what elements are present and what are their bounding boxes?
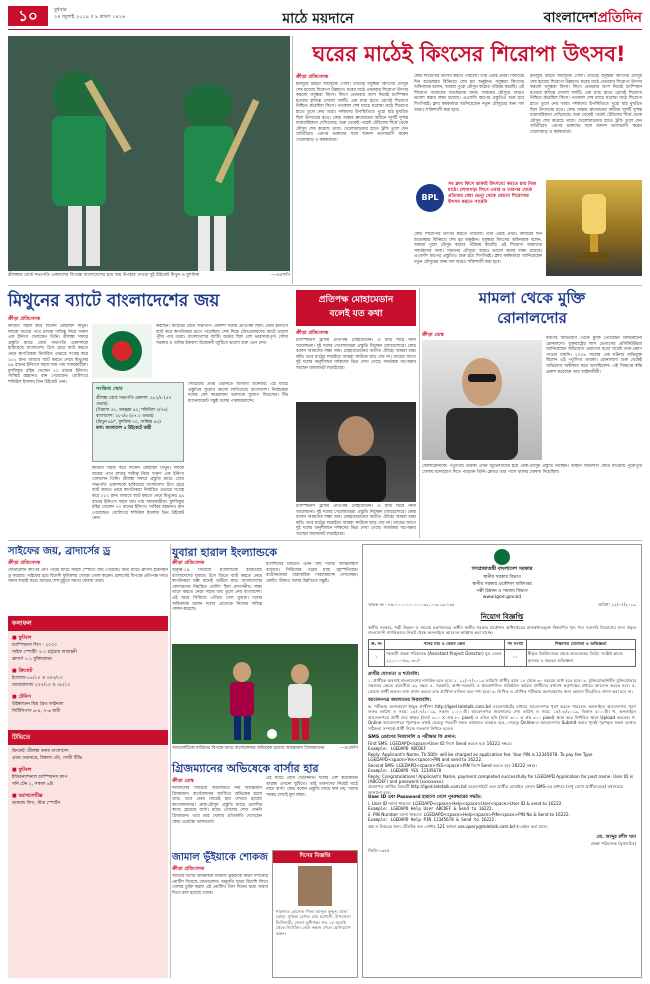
missing-ad-body: শাহাদাত হোসেন। পিতা আব্দুল কুদ্দুস। মাতা মোছা. সুফিয়া বেগম। গ্রাম চরখালী, উপজেলা টংগিবাড়ী, জেলা মুন্সীগঞ্জ। গত ১৫ জুলাই থেকে নিখোঁজ। কেউ সন্ধান পেলে যোগাযোগ করুন। (276, 909, 352, 936)
govt-line-4: পল্লী উন্নয়ন ও সমবায় বিভাগ (476, 589, 528, 594)
notice-memo: স্মারক নং - ৪৬.০০.০০০০.০০০.৩২.০০৩.১৯-১৩৪ (368, 602, 455, 607)
notice-table (368, 639, 636, 667)
notice-footer: প্রশ্ন ও উত্তরের জন্য টেলিটক কল সেন্টার 121 অথবা vas.query@teletalk.com.bd ই-মেইল করা যাবে। (368, 824, 548, 830)
batsman-image (8, 36, 290, 271)
schedule-line: ডায়মন্ড লিগ, স্টার স্পোর্টস (12, 801, 61, 806)
england-body-2: ইংলিশদের মাটিতে এমন জয় দলের আত্মবিশ্বাস বাড়াবে। সিরিজের পরের ম্যাচ বৃহস্পতিবার। ব্যাটসম্যানরা ধারাবাহিক পারফরম্যান্স দেখাচ্ছেন। কোচিং স্টাফও দলের উন্নতিতে সন্তুষ্ট। (266, 562, 358, 584)
scorecard (92, 382, 184, 462)
bpl-promo-box (414, 180, 542, 228)
table-header: শিক্ষাগত যোগ্যতা ও অভিজ্ঞতা (526, 639, 635, 649)
page-number: ১০ (8, 6, 48, 26)
notice-date: তারিখ: ২২/০৭/২০১৯ (598, 602, 636, 607)
bcb-logo-icon (92, 324, 152, 378)
sms-line: Reply: Applicant's Name, Tk.500/- will be charged as application fee. Your PIN is 12345678. To pay fee Type LGEDAPD<space>Yes<space>PIN and send to 16222. (368, 751, 593, 763)
missing-person-photo (298, 866, 332, 906)
lead-body: ইনজুরি টাইমে জয়সূচক গোল। তাতেই বসুন্ধরা কিংসের মৌসুম শেষ হয়েছে শিরোপা উল্লাসে। ঘরের মাঠে প্রথমবার শিরোপা উৎসব করলো বসুন্ধরা কিংস। লিগে প্রথমবার অংশ নিয়েই চ্যাম্পিয়ন হওয়ার কৃতিত্ব দেখাল দলটি। এক ম্যাচ হাতে রেখেই শিরোপা নিশ্চিত করেছিল কিংস। গতকাল শেষ ম্যাচে ঘরোয়া মাঠে শিরোপা হাতে তুলে নেয় তারা। দর্শকদের উপস্থিতিতে পুরো মাঠ মুখরিত ছিল উৎসবের রঙে। কোচ অস্কার ব্রুজোনের অধীনে দলটি দুর্দান্ত ধারাবাহিকতা দেখিয়েছে। শুরু থেকেই পয়েন্ট টেবিলের শীর্ষে থেকে মৌসুম শেষ করেছে তারা। খেলোয়াড়দের হাতে ট্রফি তুলে দেন অতিথিরা। এরপর ভক্তদের সঙ্গে আনন্দ ভাগাভাগি করেন খেলোয়াড় ও কর্মকর্তারা। (296, 82, 408, 143)
lead-headline: ঘরের মাঠেই কিংসের শিরোপা উৎসব! (312, 42, 626, 66)
lead-byline: ক্রীড়া প্রতিবেদক (296, 74, 329, 80)
trophy-image (546, 180, 642, 276)
lead-body-3: ইনজুরি টাইমে জয়সূচক গোল। তাতেই বসুন্ধরা কিংসের মৌসুম শেষ হয়েছে শিরোপা উল্লাসে। ঘরের মাঠে প্রথমবার শিরোপা উৎসব করলো বসুন্ধরা কিংস। লিগে প্রথমবার অংশ নিয়েই চ্যাম্পিয়ন হওয়ার কৃতিত্ব দেখাল দলটি। এক ম্যাচ হাতে রেখেই শিরোপা নিশ্চিত করেছিল কিংস। গতকাল শেষ ম্যাচে ঘরোয়া মাঠে শিরোপা হাতে তুলে নেয় তারা। দর্শকদের উপস্থিতিতে পুরো মাঠ মুখরিত ছিল উৎসবের রঙে। কোচ অস্কার ব্রুজোনের অধীনে দলটি দুর্দান্ত ধারাবাহিকতা দেখিয়েছে। শুরু থেকেই পয়েন্ট টেবিলের শীর্ষে থেকে মৌসুম শেষ করেছে তারা। খেলোয়াড়দের হাতে ট্রফি তুলে দেন অতিথিরা। এরপর ভক্তদের সঙ্গে আনন্দ ভাগাভাগি করেন খেলোয়াড় ও কর্মকর্তারা। (530, 74, 642, 135)
result-line: সাইফ স্পোর্টিং ২-১ চট্টগ্রাম আবাহনী (12, 650, 77, 655)
govt-notice (362, 544, 642, 978)
result-line: উইম্বলডন মিশ্র দ্বৈত ফাইনাল (12, 702, 64, 707)
ronaldo-headline (422, 288, 642, 328)
score-line: ফল: বাংলাদেশ ৫ উইকেটে জয়ী (96, 426, 152, 431)
sms-title: SMS প্রেরণের নিয়মাবলি ও পরীক্ষার ফি প্রদান: (368, 735, 457, 741)
griezmann-headline: গ্রিজম্যানের অভিষেকে বার্সার হার (172, 762, 319, 775)
england-byline: ক্রীড়া প্রতিবেদক (172, 560, 205, 566)
photo2-caption-text: আতলেটিকো মাদ্রিদের বিপক্ষে ম্যাচে বার্সেলোনার অভিষেক হয়েছে আন্তোয়ান গ্রিজম্যানের (172, 746, 325, 751)
griezmann-byline: ক্রীড়া ডেস্ক (172, 778, 194, 784)
signature-name: মো. আব্দুর রশীদ খান (596, 834, 636, 840)
table-cell: ১ (369, 649, 385, 666)
saif-headline: সাইফের জয়, ব্রাদার্সের ড্র (8, 546, 111, 557)
cricket-headline: মিথুনের ব্যাটে বাংলাদেশের জয় (8, 291, 220, 311)
photo1-caption (8, 273, 290, 279)
govt-line-1: গণপ্রজাতন্ত্রী বাংলাদেশ সরকার (471, 566, 533, 572)
result-line: ■ ফুটবল (12, 635, 32, 641)
player-image (296, 402, 416, 502)
conditions-title: প্রার্থীর যোগ্যতা ও শর্তাবলি: (368, 671, 420, 677)
divider-1 (8, 285, 642, 286)
column-rule (170, 544, 171, 978)
schedule-line: ■ ফুটবল (12, 767, 32, 773)
sms-line: User ID এবং Password হারানো গেলে পুনরুদ্ধারের পদ্ধতি: (368, 795, 482, 801)
result-line: চ্যাম্পিয়নস লিগ - ২০২০ (12, 643, 58, 648)
sms-line: First SMS: LGEDAPD<space>User ID লিখে Send করতে হবে 16222 নম্বরে। (368, 741, 512, 747)
apply-title: আবেদনপত্র জমাদানের নিয়মাবলি: (368, 698, 432, 704)
score-line: বাংলাদেশ: ২৮৩/৫ (৪৭.২ ওভার) (96, 414, 154, 419)
lead-body-2: কোচ শিরোপার উৎসব করতে পারলো। তার এটাই প্রথম। বিদায়ের দিন শুভেচ্ছার বিনিময়ে শেষ হয় অনুষ্ঠান। বসুন্ধরা কিংসের অধিনায়ক বলেন, আমরা পুরো মৌসুম কঠোর পরিশ্রম করেছি। এই শিরোপা আমাদের সমর্থকদের জন্য। সামনের মৌসুমে আরও ভালো করার লক্ষ্য রয়েছে। এএফসি কাপের প্রস্তুতিও শুরু হবে শিগগিরই। ক্লাব কর্মকর্তারা জানিয়েছেন নতুন মৌসুমের জন্য দল আরও শক্তিশালী করা হবে। (414, 74, 524, 113)
results-title: ফলাফল (8, 616, 168, 631)
header-rule (8, 29, 642, 30)
photo1-caption-text: শ্রীলঙ্কার বোর্ড সভাপতি একাদশের বিপক্ষে বাংলাদেশের হয়ে জয় উপহার দেওয়া দুই উইকেট মিথুন ও মুশফিক (8, 273, 200, 278)
photo2-caption (172, 746, 358, 752)
result-line: আয়ারল্যান্ড ২০৭/১০ ও ৩৮/১০ (12, 683, 71, 688)
ronaldo-body-2: জেলারোনাকে। পর্তুগিজ তারকা এখন জুভেন্টাসের হয়ে প্রাক-মৌসুম প্রস্তুতি নিচ্ছেন। আইনি জটিলতা কেটে যাওয়ায় পুরোপুরি খেলায় মনোযোগ দিতে পারবেন তিনি। ক্লাবও তার পাশে থাকার ঘোষণা দিয়েছিল। (422, 464, 642, 475)
notice-title: নিয়োগ বিজ্ঞপ্তি (480, 613, 524, 621)
column-rule (419, 288, 420, 538)
ronaldo-image (422, 340, 542, 460)
ronaldo-photo (422, 340, 542, 460)
mohammedan-headline-2: বলেই যত কথা (329, 309, 383, 319)
govt-website: www.lged.gov.bd (482, 595, 522, 600)
result-line: ■ টেনিস (12, 694, 31, 700)
mohammedan-byline: ক্রীড়া প্রতিবেদক (296, 330, 329, 336)
jamal-body: জাতীয় দলের অধিনায়ক জামাল ভূঁইয়াকে কারণ দর্শানোর নোটিশ দিয়েছে ফেডারেশন। অনুমতি ছাড়া বিদেশি লিগে খেলার চুক্তি করায় এই নোটিশ। তিন দিনের মধ্যে জবাব দিতে বলা হয়েছে তাকে। (172, 874, 268, 896)
result-line: ইংল্যান্ড ৮৫/১০ ও ৩০৩/১০ (12, 676, 63, 681)
apply-body: ক. পরীক্ষায় অংশগ্রহণে ইচ্ছুক প্রার্থীগণ http://lged.teletalk.com.bd ওয়েবসাইটের মাধ্যমে আবেদনপত্র পূরণ করতে পারবেন। অনলাইনে আবেদনপত্র পূরণ শুরুর তারিখ ও সময়: ২৫/০৭/২০১৯, সকাল ১০:০০টা। আবেদনপত্র জমাদানের শেষ তারিখ ও সময়: ১৫/০৮/২০১৯, বিকাল ৫:০০টা। খ. অনলাইনে আবেদনপত্রে প্রার্থী তার স্বাক্ষর (দৈর্ঘ্য ৩০০ × প্রস্থ ৮০ pixel) ও রঙিন ছবি (দৈর্ঘ্য ৩০০ × প্রস্থ ৩০০ pixel) স্ক্যান করে নির্ধারিত স্থানে Upload করবেন। গ. Online আবেদনপত্রে পূরণকৃত তথ্যই যেহেতু পরবর্তী সকল কার্যক্রমে ব্যবহৃত হবে, সেহেতু Online-এ আবেদনপত্র Submit করার পূর্বেই পূরণকৃত সকল তথ্যের সঠিকতা সম্পর্কে প্রার্থী নিজে শতভাগ নিশ্চিত হবেন। (368, 704, 636, 731)
england-headline: যুবারা হারাল ইংল্যান্ডকে (172, 546, 277, 559)
mohammedan-body-2: চ্যাম্পিয়নস ট্রফির প্রতিপক্ষ মোহামেডান। এ ম্যাচ ঘিরে নানা আলোচনা। দুই দলের খেলোয়াড়রা প্রস্তুতি নিচ্ছেন জোরেশোরে। কোচ বলেন আমাদের লক্ষ্য জয়। মোহামেডানের অতীত ঐতিহ্য আমরা শ্রদ্ধা করি। তবে মাঠের লড়াইয়ে আমরা কাউকে ছাড় দেব না। ম্যাচের আগে দুই দলের অনুশীলনে দর্শকদের ভিড় দেখা গেছে। সমর্থকরা অপেক্ষায় আছেন জমজমাট লড়াইয়ের। (296, 504, 416, 536)
govt-line-2: স্থানীয় সরকার বিভাগ (483, 575, 521, 580)
trophy-photo (546, 180, 642, 276)
cricket-photo (8, 36, 290, 271)
photo1-credit: —এএফপি (271, 273, 290, 278)
notice-intro: স্থানীয় সরকার, পল্লী উন্নয়ন ও সমবায় মন্ত্রণালয়ের অধীন স্থানীয় সরকার প্রকৌশল অধিদপ্তরের রাজস্বখাতভুক্ত নিম্নবর্ণিত শূন্য পদে সরাসরি নিয়োগের জন্য প্রকৃত বাংলাদেশি নাগরিকদের নিকট থেকে অনলাইনে আবেদন আহ্বান করা যাচ্ছে। (368, 625, 636, 636)
griezmann-body-2: এই ম্যাচে মেসি খেলেননি। দলের বেশ কয়েকজন তারকা এখনো ছুটিতে। তাই তরুণদের নিয়েই মাঠে নামে বার্সা। কোচ বলেন প্রস্তুতি ম্যাচে ফল নয়, দলের সমন্বয় দেখাই মূল লক্ষ্য। (266, 776, 358, 798)
header-day: বুধবার (54, 7, 67, 13)
conditions-body: ১. প্রার্থীকে অবশ্যই বাংলাদেশের নাগরিক হতে হবে। ২. ২২/০৭/২০১৯ তারিখে প্রার্থীর বয়স ১৮ থেকে ৩০ বছরের মধ্যে হতে হবে। ৩. মুক্তিযোদ্ধা/শহীদ মুক্তিযোদ্ধার সন্তানের ক্ষেত্রে বয়সসীমা ৩২ বছর। ৪. সরকারি, আধা-সরকারি ও স্বায়ত্তশাসিত প্রতিষ্ঠানে কর্মরত প্রার্থীদের যথাযথ কর্তৃপক্ষের মাধ্যমে আবেদন করতে হবে। ৫. কোনো প্রার্থী অসত্য তথ্য প্রদান করলে তার প্রার্থিতা বাতিল বলে গণ্য হবে। ৬. লিখিত ও মৌখিক পরীক্ষায় অংশগ্রহণের জন্য কোনো টিএ/ডিএ প্রদান করা হবে না। (368, 677, 636, 694)
table-cell: স্বীকৃত বিশ্ববিদ্যালয় থেকে স্নাতকোত্তর ডিগ্রি; সংশ্লিষ্ট কাজে ন্যূনতম ৫ বছরের অভিজ্ঞতা (526, 649, 635, 666)
schedule-title: টিভিতে (8, 730, 168, 745)
cricket-body-2: করছেন। ম্যাচটির বোর্ড সভাপতি একাদশ দলের প্রতিপক্ষ ছিল। প্রথম ইনিংসে ব্যাট করে স্বাগতিকরা চাপে পড়েছিল। শেষ দিকে টেলএন্ডারদের ব্যাটে ভালো পুঁজি পায় তারা। বাংলাদেশের ব্যাটিং অর্ডার ছিল বেশ ভারসাম্যপূর্ণ। সৌম্য সরকার ও তামিম ইকবাল উদ্বোধনী জুটিতে ভালো শুরু এনে দেন। (156, 324, 288, 346)
saif-byline: ক্রীড়া প্রতিবেদক (8, 560, 41, 566)
jamal-byline: ক্রীড়া প্রতিবেদক (172, 866, 205, 872)
sms-line: Second SMS: LGEDAPD<space>YES<space>PIN লিখে Send করতে হবে 16222 নম্বরে। (368, 762, 538, 768)
bpl-promo-text: সব ক্লাব কিসে ডাকাই উৎসবে! করতে চায় নিজ মাঠে। লেখাপড়া লিগে এবার ও তারপর থেকে প্রতিবার মেধা ভেন্যু থেকে কোনো শিরোপার উৎসব করতে পারেনি (448, 182, 537, 205)
cricket-byline: ক্রীড়া প্রতিবেদক (8, 316, 41, 322)
divider-2 (8, 540, 642, 541)
schedule-line: প্রথম ওয়ানডে, বিকাল ৩টা, গাজী টিভি (12, 756, 83, 761)
barca-photo (172, 644, 358, 744)
section-title: মাঠে ময়দানে (282, 11, 354, 27)
sms-line: প্রবেশপত্র প্রাপ্তির বিষয়টি http://lged.teletalk.com.bd ওয়েবসাইটে এবং প্রার্থীর মোবাইল ফোনে SMS-এর মাধ্যমে (শুধু যোগ্য প্রার্থীদেরকে) যথাসময়ে জানানো হবে। (368, 784, 624, 795)
lead-body-4: কোচ শিরোপার উৎসব করতে পারলো। তার এটাই প্রথম। বিদায়ের দিন শুভেচ্ছার বিনিময়ে শেষ হয় অনুষ্ঠান। বসুন্ধরা কিংসের অধিনায়ক বলেন, আমরা পুরো মৌসুম কঠোর পরিশ্রম করেছি। এই শিরোপা আমাদের সমর্থকদের জন্য। সামনের মৌসুমে আরও ভালো করার লক্ষ্য রয়েছে। এএফসি কাপের প্রস্তুতিও শুরু হবে শিগগিরই। ক্লাব কর্মকর্তারা জানিয়েছেন নতুন মৌসুমের জন্য দল আরও শক্তিশালী করা হবে। (414, 232, 542, 265)
ronaldo-headline-2: রোনালদোর (497, 309, 567, 327)
schedule-line: সনি টেন ২, সকাল ৬টা (12, 782, 54, 787)
photo2-credit: —এএফপি (339, 746, 358, 751)
mohammedan-headline-1: প্রতিপক্ষ মোহামেডান (318, 295, 394, 305)
mohammedan-headline-box (296, 290, 416, 326)
govt-line-3: স্থানীয় সরকার প্রকৌশল অধিদপ্তর (472, 582, 532, 587)
masthead (8, 6, 642, 28)
result-line: ■ ক্রিকেট (12, 668, 33, 674)
scorecard-title: সংক্ষিপ্ত স্কোর (96, 386, 123, 392)
logo-part1: বাংলাদেশ (543, 10, 598, 26)
jamal-headline: জামাল ভূঁইয়াকে শোকজ (172, 852, 268, 863)
sms-line: Example: LGEDAPD Help PIN 12345678 & Send to 16222. (368, 816, 497, 822)
score-line: (থিমাসা ৫১, ধনঞ্জয়া ৪২; শফিউল ৩/৩৪) (96, 408, 168, 413)
sms-line: Example: LGEDAPD ABCDEF (368, 746, 426, 752)
bpl-logo: BPL (416, 184, 444, 212)
sms-line: i. User ID জানা থাকলে: LGEDAPD<space>Help<space>User<space>User ID & send to 16222. (368, 800, 563, 806)
cricket-body-4: কাজটা সহজ করে দিলেন মোহাম্মদ মিথুন। দলকে জয়ের পথে রাখার দায়িত্ব নিয়ে দারুণ এক ইনিংস খেললেন তিনি। শ্রীলঙ্কা সফরে প্রস্তুতি ম্যাচে বোর্ড সভাপতি একাদশকে হারিয়েছে বাংলাদেশ। টসে হেরে ব্যাট করতে নেমে স্বাগতিকরা নির্ধারিত ওভারে সংগ্রহ করে ২৮২ রান। জবাবে ব্যাট করতে নেমে মিথুনের ৯৯ রানের ইনিংসে সহজ জয় পায় সফরকারীরা। মুশফিকুর রহিম খেলেন ৭০ রানের ইনিংস। সাব্বির রহমানও রান পেয়েছেন। বোলিংয়ে শফিউল ইসলাম তিন উইকেট নেন। (92, 466, 184, 522)
table-cell: ০১ (504, 649, 526, 666)
table-header: পদের নাম ও বেতন স্কেল (385, 639, 505, 649)
ronaldo-byline: ক্রীড়া ডেস্ক (422, 332, 444, 338)
ronaldo-headline-1: মামলা থেকে মুক্তি (478, 289, 586, 307)
results-box (8, 616, 168, 978)
signature-title: প্রকল্প পরিচালক (যুগ্মসচিব) (590, 840, 636, 846)
cricket-body-3: সিরিজের প্রথম ওয়ানডে আগামী শুক্রবার। এই ম্যাচে প্রস্তুতির সুযোগ কাজে লাগিয়েছে বাংলাদেশ। নির্বাচকরা দলের বেশ কয়েকজন তরুণকে সুযোগ দিয়েছেন। টিম ম্যানেজমেন্ট সন্তুষ্ট দলের পারফরম্যান্সে। (188, 382, 288, 404)
sms-line: ii. PIN Number জানা থাকলে: LGEDAPD<space>Help<space>PIN<space>PIN No & Send to 16222. (368, 811, 571, 817)
sms-line: Example: LGEDAPD YES 12345678 (368, 768, 442, 774)
ad-code: জিডি-১৬৪৫ (368, 847, 390, 853)
missing-person-ad (272, 850, 358, 978)
schedule-line: ■ অ্যাথলেটিক্স (12, 793, 43, 799)
logo-part2: প্রতিদিন (597, 10, 642, 26)
result-line: সিটিসিপাস ৬-৪, ৭-৬ জয়ী (12, 709, 61, 714)
govt-emblem (494, 549, 510, 565)
missing-ad-title: দিনের বিজ্ঞপ্তি (273, 851, 357, 863)
bcb-logo (92, 324, 152, 378)
schedule-line: ক্রিকেট: শ্রীলঙ্কা বনাম বাংলাদেশ (12, 749, 69, 754)
column-rule (292, 36, 293, 284)
table-row (369, 649, 636, 666)
england-body: অনূর্ধ্ব-১৯ সিরিজে ইংল্যান্ডকে হারিয়েছে বাংলাদেশের যুবারা। টসে জিতে ব্যাট করতে নেমে স্বাগতিকরা অল্প রানেই গুটিয়ে যায়। বাংলাদেশের বোলারদের নিয়ন্ত্রিত বোলিং ছিল প্রশংসনীয়। লক্ষ্য তাড়া করতে নেমে সহজ জয় তুলে নেয় বাংলাদেশ। এই জয়ে সিরিজে এগিয়ে গেল যুবারা। দলের অধিনায়ক বলেন দলের প্রত্যেকে নিজের দায়িত্ব পালন করেছে। (172, 568, 262, 613)
newspaper-logo (488, 6, 642, 26)
score-line: শ্রীলঙ্কা বোর্ড সভাপতি একাদশ: ২৮২/৮ (৫০ ওভার) (96, 396, 172, 407)
header-date: ২৪ জুলাই ২০১৯ ॥ ৯ শ্রাবণ ১৪২৬ (54, 14, 126, 20)
griezmann-body: দলবদলের সবচেয়ে আলোচিত নাম আন্তোয়ান গ্রিজম্যান। বার্সেলোনার জার্সিতে অভিষেক হলো তার। তবে প্রথম ম্যাচেই হার দেখতে হয়েছে কাতালানদের। প্রাক-মৌসুম প্রস্তুতি ম্যাচে চেলসির কাছে হেরেছে বার্সা। ম্যাচে গোলের দেখা পাননি গ্রিজম্যান। তবে তার খেলায় প্রতিশ্রুতি দেখেছেন কোচ এর্নেস্তো ভালভার্দে। (172, 786, 262, 825)
player-photo (296, 402, 416, 502)
table-cell: সহকারী প্রকল্প পরিচালক (Assistant Project Director) মূল বেতন ২২,০০০-৫৩,০৬০/- (385, 649, 505, 666)
sms-line: Example: LGEDAPD Help User ABCDEF & Send to 16222. (368, 806, 495, 812)
saif-body: ফেডারেশন কাপের গ্রুপ পর্বের ম্যাচে সাইফ স্পোর্টিং জয় পেয়েছে। অন্য ম্যাচে ব্রাদার্স ইউনিয়ন ড্র করেছে। সাইফের হয়ে বিদেশি ফুটবলার জোড়া গোল করেন। ব্রাদার্সের বিপক্ষে প্রতিপক্ষ দলও সমান লড়াই করে। ম্যাচের শেষ মুহূর্তে সমতা ফেরায় তারা। (8, 568, 168, 585)
schedule-line: ইন্টারন্যাশনাল চ্যাম্পিয়নস কাপ (12, 775, 68, 780)
mohammedan-body: চ্যাম্পিয়নস ট্রফির প্রতিপক্ষ মোহামেডান। এ ম্যাচ ঘিরে নানা আলোচনা। দুই দলের খেলোয়াড়রা প্রস্তুতি নিচ্ছেন জোরেশোরে। কোচ বলেন আমাদের লক্ষ্য জয়। মোহামেডানের অতীত ঐতিহ্য আমরা শ্রদ্ধা করি। তবে মাঠের লড়াইয়ে আমরা কাউকে ছাড় দেব না। ম্যাচের আগে দুই দলের অনুশীলনে দর্শকদের ভিড় দেখা গেছে। সমর্থকরা অপেক্ষায় আছেন জমজমাট লড়াইয়ের। (296, 338, 416, 371)
football-image (172, 644, 358, 744)
table-header: পদ সংখ্যা (504, 639, 526, 649)
result-line: ব্রাদার্স ১-১ মুক্তিযোদ্ধা (12, 657, 52, 662)
table-header: ক্র. নং (369, 639, 385, 649)
score-line: (মিথুন ৯৯*, মুশফিক ৭০, সাব্বির ৪৫) (96, 420, 161, 425)
ronaldo-body: ধর্ষণের অভিযোগ থেকে মুক্তি পেয়েছেন ক্রিস্টিয়ানো রোনালদো। যুক্তরাষ্ট্রের লাস ভেগাসের প্রসিকিউটররা জানিয়েছেন অভিযোগ প্রমাণের মতো যথেষ্ট তথ্য-প্রমাণ পাওয়া যায়নি। ২০০৯ সালের এক ঘটনায় অভিযুক্ত ছিলেন এই পর্তুগিজ তারকা। রোনালদো শুরু থেকেই অভিযোগ অস্বীকার করে আসছিলেন। এই সিদ্ধান্তে স্বস্তি প্রকাশ করেছেন তার আইনজীবী। (546, 336, 642, 375)
sms-line: Reply: Congratulations! Applicant's Name, payment completed successfully for LGEDAPD Application for post name. User ID is (ABCDEF) and password (xxxxxxxx). (368, 773, 634, 784)
cricket-body: কাজটা সহজ করে দিলেন মোহাম্মদ মিথুন। দলকে জয়ের পথে রাখার দায়িত্ব নিয়ে দারুণ এক ইনিংস খেললেন তিনি। শ্রীলঙ্কা সফরে প্রস্তুতি ম্যাচে বোর্ড সভাপতি একাদশকে হারিয়েছে বাংলাদেশ। টসে হেরে ব্যাট করতে নেমে স্বাগতিকরা নির্ধারিত ওভারে সংগ্রহ করে ২৮২ রান। জবাবে ব্যাট করতে নেমে মিথুনের ৯৯ রানের ইনিংসে সহজ জয় পায় সফরকারীরা। মুশফিকুর রহিম খেলেন ৭০ রানের ইনিংস। সাব্বির রহমানও রান পেয়েছেন। বোলিংয়ে শফিউল ইসলাম তিন উইকেট নেন। (8, 324, 88, 385)
